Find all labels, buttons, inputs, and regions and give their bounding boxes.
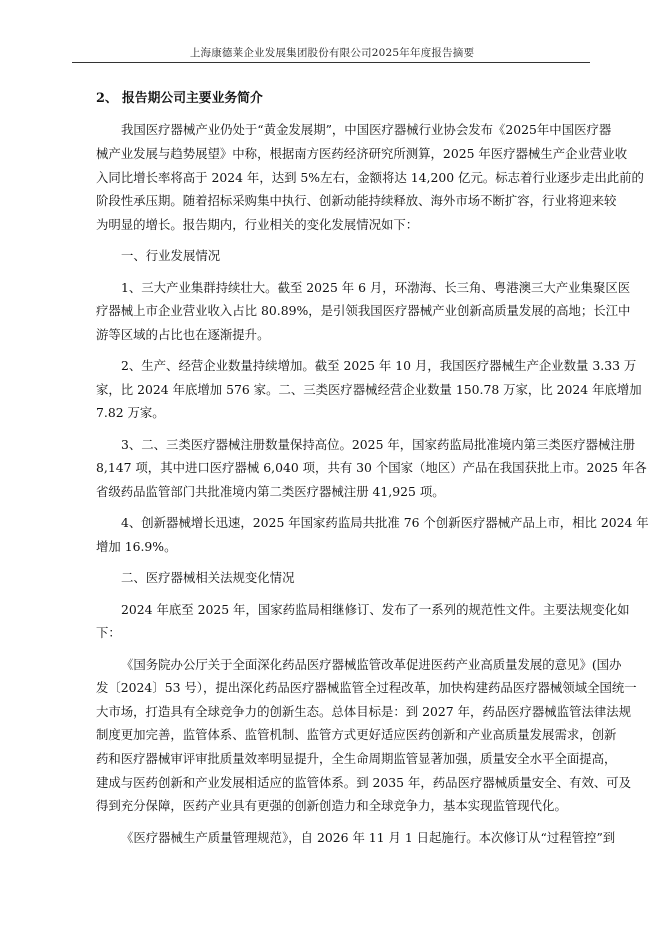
paragraph-regulation-intro [96, 598, 630, 645]
text-line: 1、三大产业集群持续壮大。截至 2025 年 6 月，环渤海、长三角、粤港澳三大产业集聚区医 [121, 279, 631, 295]
text-line: 大市场，打造具有全球竞争力的创新生态。总体目标是：到 2027 年，药品医疗器械监管法律法规 [96, 703, 632, 719]
section-title: 报告期公司主要业务简介 [122, 91, 263, 106]
text-line: 家，比 2024 年底增加 576 家。二、三类医疗器械经营企业数量 150.78 万家，比 2024 年底增加 [96, 381, 642, 397]
paragraph-industry-overview [96, 118, 644, 236]
text-line: 制度更加完善，监管体系、监管机制、监管方式更好适应医药创新和产业高质量发展需求，创新 [96, 727, 617, 743]
paragraph-registrations [96, 433, 647, 504]
text-line: 《医疗器械生产质量管理规范》，自 2026 年 11 月 1 日起施行。本次修订从“过程管控”到 [121, 829, 616, 845]
subheading-industry-development [96, 244, 590, 268]
text-line: 发〔2024〕53 号），提出深化药品医疗器械监管全过程改革，加快构建药品医疗器械领域全国统一 [96, 680, 637, 696]
text-line: 为明显的增长。报告期内，行业相关的变化发展情况如下： [96, 216, 419, 232]
text-line: 8,147 项，其中进口医疗器械 6,040 项，共有 30 个国家（地区）产品在我国获批上市。2025 年各 [96, 460, 647, 476]
text-line: 疗器械上市企业营业收入占比 80.89%，是引领我国医疗器械产业创新高质量发展的高地；长江中 [96, 303, 631, 319]
text-line: 4、创新器械增长迅速，2025 年国家药监局共批准 76 个创新医疗器械产品上市，相比 2024 年 [121, 515, 649, 531]
text-line: 得到充分保障，医药产业具有更强的创新创造力和全球竞争力，基本实现监管现代化。 [96, 798, 567, 814]
paragraph-gmp [96, 826, 616, 850]
text-line: 一、行业发展情况 [121, 248, 221, 264]
paragraph-clusters [96, 276, 631, 347]
text-line: 游等区域的占比也在逐渐提升。 [96, 326, 270, 342]
text-line: 械产业发展与趋势展望》中称，根据南方医药经济研究所测算，2025 年医疗器械生产企业营业收 [96, 145, 628, 161]
text-line: 建成与医药创新和产业发展相适应的监管体系。到 2035 年，药品医疗器械质量安全、有效、可及 [96, 774, 632, 790]
paragraph-enterprise-count [96, 354, 642, 425]
text-line: 药和医疗器械审评审批质量效率明显提升，全生命周期监管显著加强，质量安全水平全面提高， [96, 751, 617, 767]
section-number: 2、 [96, 91, 118, 106]
text-line: 《国务院办公厅关于全面深化药品医疗器械监管改革促进医药产业高质量发展的意见》(国办 [121, 656, 622, 672]
text-line: 2、生产、经营企业数量持续增加。截至 2025 年 10 月，我国医疗器械生产企业数量 3.33 万 [121, 358, 637, 374]
paragraph-state-council-opinion [96, 653, 637, 818]
header-divider [72, 62, 590, 63]
section-heading [96, 87, 590, 111]
page-header: 上海康德莱企业发展集团股份有限公司2025年年度报告摘要 [189, 47, 475, 59]
text-line: 7.82 万家。 [96, 405, 165, 421]
text-line: 3、二、三类医疗器械注册数量保持高位。2025 年，国家药监局批准境内第三类医疗器械注册 [121, 436, 636, 452]
text-line: 2024 年底至 2025 年，国家药监局相继修订、发布了一系列的规范性文件。主要法规变化如 [121, 601, 630, 617]
text-line: 入同比增长率将高于 2024 年，达到 5%左右，金额将达 14,200 亿元。标志着行业逐步走出此前的 [96, 169, 644, 185]
text-line: 二、医疗器械相关法规变化情况 [121, 570, 295, 586]
text-line: 省级药品监管部门共批准境内第二类医疗器械注册 41,925 项。 [96, 483, 445, 499]
text-line: 我国医疗器械产业仍处于“黄金发展期”，中国医疗器械行业协会发布《2025年中国医疗器 [121, 122, 612, 138]
document-body [96, 87, 649, 849]
text-line: 增加 16.9%。 [96, 538, 177, 554]
subheading-regulations [96, 566, 590, 590]
text-line: 下： [96, 625, 121, 641]
text-line: 阶段性承压期。随着招标采购集中执行、创新动能持续释放、海外市场不断扩容，行业将迎来较 [96, 193, 617, 209]
paragraph-innovation [96, 511, 649, 558]
